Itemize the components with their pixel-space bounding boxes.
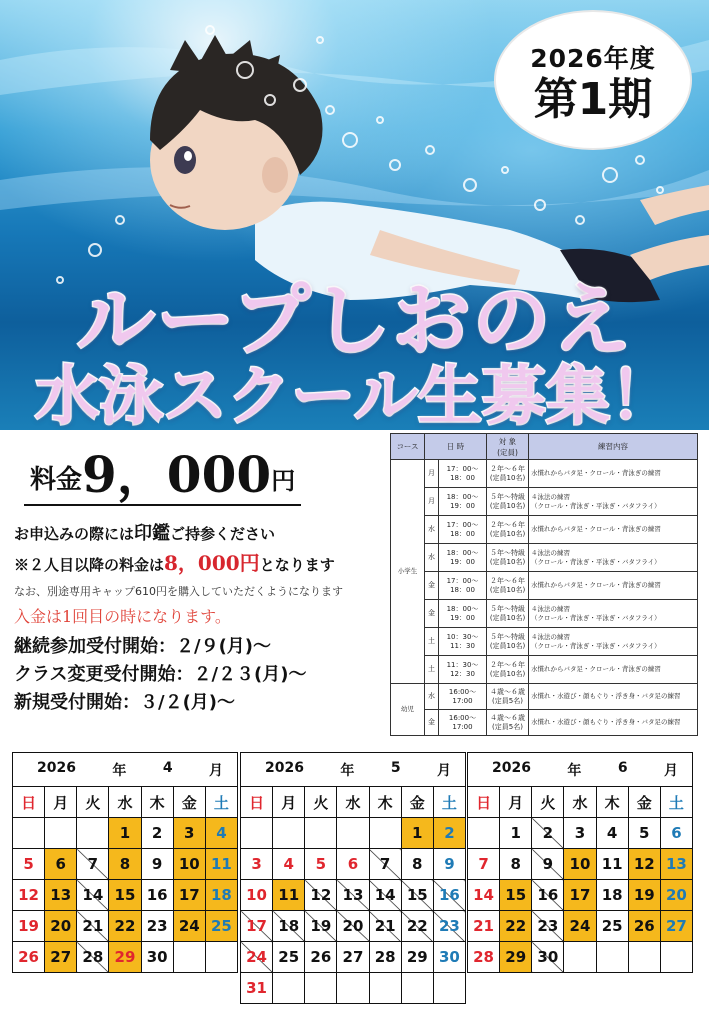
- calendar-day-cell: [596, 942, 628, 973]
- calendar-weekday-cell: 水: [564, 787, 596, 818]
- calendar-weekday-cell: 木: [596, 787, 628, 818]
- schedule-content-cell: 水慣れからバタ足・クロール・背泳ぎの練習: [529, 460, 698, 488]
- calendar-month-title: [468, 753, 693, 787]
- calendar-month-title: [13, 753, 238, 787]
- calendar-day-cell: 24: [173, 911, 205, 942]
- calendar-day-cell: 19: [13, 911, 45, 942]
- calendar-day-cell: 17: [564, 880, 596, 911]
- schedule-row: [391, 460, 698, 488]
- schedule-row: [391, 628, 698, 656]
- calendar-weekday-cell: 水: [337, 787, 369, 818]
- schedule-content-cell: 水慣れからバタ足・クロール・背泳ぎの練習: [529, 656, 698, 684]
- schedule-content-cell: 水慣れ・水遊び・顔もぐり・浮き身・バタ足の練習: [529, 684, 698, 710]
- calendar-day-cell: 29: [500, 942, 532, 973]
- fee-amount: 9，000: [82, 445, 272, 504]
- calendar-day-cell: 4: [596, 818, 628, 849]
- calendar-week-row: [468, 942, 693, 973]
- calendar-week-row: [241, 973, 466, 1004]
- schedule-content-cell: 水慣れからバタ足・クロール・背泳ぎの練習: [529, 572, 698, 600]
- calendar-day-cell: [337, 818, 369, 849]
- calendar-day-cell: 21: [468, 911, 500, 942]
- calendar-week-row: [468, 818, 693, 849]
- calendar-week-row: [13, 911, 238, 942]
- schedule-day-cell: 水: [425, 684, 439, 710]
- schedule-row: [391, 710, 698, 736]
- calendar-month-part: 年: [567, 762, 582, 779]
- calendar-month-part: 月: [208, 762, 223, 779]
- calendar-day-cell: 19: [628, 880, 660, 911]
- calendar-day-cell: [305, 818, 337, 849]
- calendar-weekday-cell: 月: [273, 787, 305, 818]
- calendar-day-cell: 22: [500, 911, 532, 942]
- calendar-day-cell: 23: [433, 911, 465, 942]
- calendar-day-cell: 9: [532, 849, 564, 880]
- calendar-week-row: [241, 911, 466, 942]
- calendar-weekday-cell: 木: [369, 787, 401, 818]
- schedule-target-cell: ２年～６年 (定員10名): [487, 656, 529, 684]
- calendar-day-cell: 8: [500, 849, 532, 880]
- calendar-day-cell: 28: [369, 942, 401, 973]
- calendar-day-cell: 28: [468, 942, 500, 973]
- hero-image: [0, 0, 709, 430]
- seal-note-post: ご持参ください: [170, 525, 276, 543]
- calendar-day-cell: [660, 942, 692, 973]
- cap-note: なお、別途専用キャップ610円を購入していただくようになります: [14, 585, 343, 598]
- calendar-weekday-row: [13, 787, 238, 818]
- schedule-time-cell: 17：00～ 18：00: [439, 572, 487, 600]
- schedule-time-cell: 18：00～ 19：00: [439, 488, 487, 516]
- second-note-amount: 8，000円: [164, 551, 260, 575]
- schedule-content-cell: ４泳法の練習 （クロール・背泳ぎ・平泳ぎ・バタフライ）: [529, 488, 698, 516]
- calendar-week-row: [241, 849, 466, 880]
- calendar-april: [12, 752, 238, 973]
- calendar-day-cell: 7: [77, 849, 109, 880]
- schedule-header-cell: コース: [391, 434, 425, 460]
- calendar-weekday-row: [468, 787, 693, 818]
- calendar-day-cell: 8: [109, 849, 141, 880]
- title-recruitment: 水泳スクール生募集！: [35, 360, 674, 430]
- calendar-week-row: [13, 880, 238, 911]
- badge-term: 第1期: [533, 74, 653, 125]
- calendar-week-row: [13, 942, 238, 973]
- calendar-day-cell: 17: [241, 911, 273, 942]
- calendar-day-cell: [77, 818, 109, 849]
- second-note-post: となります: [259, 556, 335, 574]
- calendar-day-cell: 7: [369, 849, 401, 880]
- calendar-day-cell: 25: [205, 911, 237, 942]
- calendar-day-cell: 2: [433, 818, 465, 849]
- schedule-row: [391, 572, 698, 600]
- schedule-row: [391, 684, 698, 710]
- calendar-day-cell: 22: [109, 911, 141, 942]
- calendar-month-part: 5: [390, 759, 401, 776]
- calendar-month-part: 2026: [492, 759, 531, 776]
- term-badge: [494, 10, 692, 150]
- schedule-day-cell: 金: [425, 572, 439, 600]
- schedule-day-cell: 金: [425, 710, 439, 736]
- schedule-day-cell: 水: [425, 544, 439, 572]
- calendar-month-label: [13, 760, 237, 780]
- calendar-weekday-cell: 水: [109, 787, 141, 818]
- calendar-may: [240, 752, 466, 1004]
- calendar-day-cell: 29: [109, 942, 141, 973]
- second-person-note: [14, 547, 335, 576]
- calendar-month-label: [241, 760, 465, 780]
- calendar-day-cell: 3: [564, 818, 596, 849]
- calendar-weekday-cell: 金: [173, 787, 205, 818]
- calendar-day-cell: 18: [596, 880, 628, 911]
- calendar-day-cell: 24: [241, 942, 273, 973]
- calendar-day-cell: 15: [500, 880, 532, 911]
- calendar-day-cell: 2: [532, 818, 564, 849]
- calendar-day-cell: 28: [77, 942, 109, 973]
- calendar-day-cell: [13, 818, 45, 849]
- calendar-weekday-cell: 日: [241, 787, 273, 818]
- schedule-time-cell: 11：30～ 12：30: [439, 656, 487, 684]
- fee-label: 料金: [30, 465, 83, 495]
- calendar-day-cell: 6: [337, 849, 369, 880]
- calendar-day-cell: [369, 973, 401, 1004]
- schedule-row: [391, 600, 698, 628]
- calendar-month-part: 月: [663, 762, 678, 779]
- calendar-month-part: 2026: [265, 759, 304, 776]
- calendar-day-cell: 5: [628, 818, 660, 849]
- calendar-day-cell: 10: [173, 849, 205, 880]
- calendar-weekday-cell: 日: [13, 787, 45, 818]
- calendar-day-cell: 26: [628, 911, 660, 942]
- calendar-day-cell: 21: [77, 911, 109, 942]
- calendar-week-row: [241, 880, 466, 911]
- schedule-day-cell: 金: [425, 600, 439, 628]
- second-note-pre: ※２人目以降の料金は: [14, 556, 165, 574]
- schedule-target-cell: ５年～特級 (定員10名): [487, 488, 529, 516]
- calendar-week-row: [13, 818, 238, 849]
- calendar-day-cell: [369, 818, 401, 849]
- calendar-weekday-cell: 火: [77, 787, 109, 818]
- schedule-course-cell: 小学生: [391, 460, 425, 684]
- schedule-time-cell: 10：30～ 11：30: [439, 628, 487, 656]
- calendar-day-cell: 21: [369, 911, 401, 942]
- calendar-month-header: [468, 753, 693, 787]
- schedule-day-cell: 土: [425, 628, 439, 656]
- calendar-day-cell: 11: [273, 880, 305, 911]
- calendar-month-header: [241, 753, 466, 787]
- calendar-weekday-cell: 月: [45, 787, 77, 818]
- calendar-day-cell: 20: [45, 911, 77, 942]
- calendar-weekday-cell: 金: [628, 787, 660, 818]
- calendar-day-cell: 20: [660, 880, 692, 911]
- calendar-day-cell: [45, 818, 77, 849]
- calendar-day-cell: [241, 818, 273, 849]
- schedule-content-cell: ４泳法の練習 （クロール・背泳ぎ・平泳ぎ・バタフライ）: [529, 628, 698, 656]
- calendar-month-part: 6: [617, 759, 628, 776]
- schedule-time-cell: 17：00～ 18：00: [439, 460, 487, 488]
- calendar-month-part: 年: [340, 762, 355, 779]
- schedule-content-cell: ４泳法の練習 （クロール・背泳ぎ・平泳ぎ・バタフライ）: [529, 544, 698, 572]
- calendar-day-cell: 4: [273, 849, 305, 880]
- calendar-day-cell: [273, 973, 305, 1004]
- calendar-day-cell: 30: [141, 942, 173, 973]
- schedule-content-cell: ４泳法の練習 （クロール・背泳ぎ・平泳ぎ・バタフライ）: [529, 600, 698, 628]
- calendar-day-cell: 6: [45, 849, 77, 880]
- calendar-day-cell: 14: [369, 880, 401, 911]
- schedule-day-cell: 土: [425, 656, 439, 684]
- calendar-weekday-cell: 火: [532, 787, 564, 818]
- calendar-day-cell: 16: [433, 880, 465, 911]
- calendar-weekday-cell: 金: [401, 787, 433, 818]
- calendar-month-part: 年: [112, 762, 127, 779]
- schedule-row: [391, 516, 698, 544]
- schedule-course-cell: 幼児: [391, 684, 425, 736]
- calendar-week-row: [468, 849, 693, 880]
- calendar-day-cell: 4: [205, 818, 237, 849]
- calendar-day-cell: 26: [13, 942, 45, 973]
- calendar-day-cell: 5: [13, 849, 45, 880]
- calendar-day-cell: 8: [401, 849, 433, 880]
- calendar-day-cell: [337, 973, 369, 1004]
- calendar-day-cell: [401, 973, 433, 1004]
- calendar-weekday-cell: 火: [305, 787, 337, 818]
- calendar-day-cell: 15: [109, 880, 141, 911]
- calendar-day-cell: 23: [141, 911, 173, 942]
- schedule-day-cell: 月: [425, 460, 439, 488]
- new-registration: 新規受付開始：３/２(月)～: [14, 692, 236, 713]
- schedule-header-cell: 対 象 (定員): [487, 434, 529, 460]
- calendar-day-cell: 16: [141, 880, 173, 911]
- calendar-day-cell: [173, 942, 205, 973]
- calendar-weekday-cell: 土: [433, 787, 465, 818]
- calendar-day-cell: 13: [660, 849, 692, 880]
- calendar-day-cell: 9: [141, 849, 173, 880]
- calendar-day-cell: 7: [468, 849, 500, 880]
- calendar-day-cell: 12: [628, 849, 660, 880]
- calendar-day-cell: 12: [305, 880, 337, 911]
- calendar-weekday-row: [241, 787, 466, 818]
- schedule-target-cell: ５年～特級 (定員10名): [487, 544, 529, 572]
- schedule-target-cell: ５年～特級 (定員10名): [487, 628, 529, 656]
- calendar-day-cell: 23: [532, 911, 564, 942]
- calendar-day-cell: 27: [660, 911, 692, 942]
- continue-registration: 継続参加受付開始：２/９(月)～: [14, 636, 272, 657]
- calendar-day-cell: 18: [273, 911, 305, 942]
- calendar-day-cell: 20: [337, 911, 369, 942]
- calendar-day-cell: 13: [45, 880, 77, 911]
- calendar-day-cell: 9: [433, 849, 465, 880]
- calendar-day-cell: 2: [141, 818, 173, 849]
- schedule-header-row: [391, 434, 698, 460]
- calendar-day-cell: 24: [564, 911, 596, 942]
- calendar-month-header: [13, 753, 238, 787]
- calendar-day-cell: 1: [109, 818, 141, 849]
- calendar-day-cell: 15: [401, 880, 433, 911]
- schedule-time-cell: 18：00～ 19：00: [439, 600, 487, 628]
- schedule-day-cell: 月: [425, 488, 439, 516]
- calendar-day-cell: 3: [173, 818, 205, 849]
- calendar-week-row: [468, 911, 693, 942]
- class-change-registration: クラス変更受付開始：２/２３(月)～: [14, 664, 307, 685]
- calendar-day-cell: 5: [305, 849, 337, 880]
- schedule-content-cell: 水慣れからバタ足・クロール・背泳ぎの練習: [529, 516, 698, 544]
- calendar-month-part: 4: [162, 759, 173, 776]
- calendar-day-cell: 14: [77, 880, 109, 911]
- calendar-day-cell: 29: [401, 942, 433, 973]
- calendar-day-cell: 11: [205, 849, 237, 880]
- class-schedule-table: [390, 433, 698, 736]
- schedule-time-cell: 17：00～ 18：00: [439, 516, 487, 544]
- calendar-day-cell: [468, 818, 500, 849]
- schedule-target-cell: ２年～６年 (定員10名): [487, 460, 529, 488]
- calendar-day-cell: 6: [660, 818, 692, 849]
- calendar-day-cell: 3: [241, 849, 273, 880]
- seal-note-keyword: 印鑑: [134, 523, 171, 544]
- calendar-month-title: [241, 753, 466, 787]
- calendar-day-cell: 11: [596, 849, 628, 880]
- calendar-month-part: 月: [436, 762, 451, 779]
- schedule-time-cell: 18：00～ 19：00: [439, 544, 487, 572]
- seal-note: [14, 519, 275, 545]
- calendar-day-cell: 25: [596, 911, 628, 942]
- calendar-weekday-cell: 日: [468, 787, 500, 818]
- calendar-day-cell: 1: [401, 818, 433, 849]
- calendar-day-cell: 31: [241, 973, 273, 1004]
- calendar-day-cell: 16: [532, 880, 564, 911]
- calendar-month-label: [468, 760, 692, 780]
- calendar-week-row: [241, 818, 466, 849]
- calendar-day-cell: 14: [468, 880, 500, 911]
- schedule-time-cell: 16:00～ 17:00: [439, 710, 487, 736]
- calendar-day-cell: 10: [241, 880, 273, 911]
- calendar-weekday-cell: 月: [500, 787, 532, 818]
- calendar-day-cell: 19: [305, 911, 337, 942]
- calendar-day-cell: [273, 818, 305, 849]
- schedule-header-cell: 練習内容: [529, 434, 698, 460]
- calendar-week-row: [241, 942, 466, 973]
- schedule-target-cell: ２年～６年 (定員10名): [487, 572, 529, 600]
- calendar-month-part: 2026: [37, 759, 76, 776]
- calendar-day-cell: 27: [337, 942, 369, 973]
- calendar-day-cell: 18: [205, 880, 237, 911]
- schedule-day-cell: 水: [425, 516, 439, 544]
- calendar-day-cell: [205, 942, 237, 973]
- badge-year: 2026年度: [530, 44, 656, 73]
- calendar-day-cell: 17: [173, 880, 205, 911]
- calendar-day-cell: [628, 942, 660, 973]
- calendar-day-cell: [564, 942, 596, 973]
- schedule-row: [391, 656, 698, 684]
- calendar-day-cell: [433, 973, 465, 1004]
- fee-unit: 円: [271, 466, 296, 495]
- calendar-day-cell: 25: [273, 942, 305, 973]
- schedule-row: [391, 488, 698, 516]
- calendar-day-cell: 22: [401, 911, 433, 942]
- calendar-day-cell: 10: [564, 849, 596, 880]
- calendar-day-cell: 30: [532, 942, 564, 973]
- title-school-name: ループしおのえ: [76, 276, 633, 366]
- calendar-day-cell: 13: [337, 880, 369, 911]
- schedule-header-cell: 日 時: [425, 434, 487, 460]
- calendar-week-row: [13, 849, 238, 880]
- schedule-target-cell: ４歳～６歳 (定員5名): [487, 710, 529, 736]
- calendar-day-cell: 12: [13, 880, 45, 911]
- schedule-content-cell: 水慣れ・水遊び・顔もぐり・浮き身・バタ足の練習: [529, 710, 698, 736]
- calendar-week-row: [468, 880, 693, 911]
- schedule-target-cell: ５年～特級 (定員10名): [487, 600, 529, 628]
- calendar-june: [467, 752, 693, 973]
- schedule-target-cell: ４歳～６歳 (定員5名): [487, 684, 529, 710]
- calendar-weekday-cell: 土: [660, 787, 692, 818]
- calendar-day-cell: [305, 973, 337, 1004]
- calendar-day-cell: 27: [45, 942, 77, 973]
- calendar-weekday-cell: 土: [205, 787, 237, 818]
- calendar-day-cell: 1: [500, 818, 532, 849]
- calendar-day-cell: 30: [433, 942, 465, 973]
- fee-block: [24, 445, 301, 506]
- schedule-row: [391, 544, 698, 572]
- seal-note-pre: お申込みの際には: [14, 525, 135, 543]
- payment-note: 入金は1回目の時になります。: [14, 607, 231, 626]
- schedule-time-cell: 16:00～ 17:00: [439, 684, 487, 710]
- schedule-target-cell: ２年～６年 (定員10名): [487, 516, 529, 544]
- calendar-weekday-cell: 木: [141, 787, 173, 818]
- calendar-day-cell: 26: [305, 942, 337, 973]
